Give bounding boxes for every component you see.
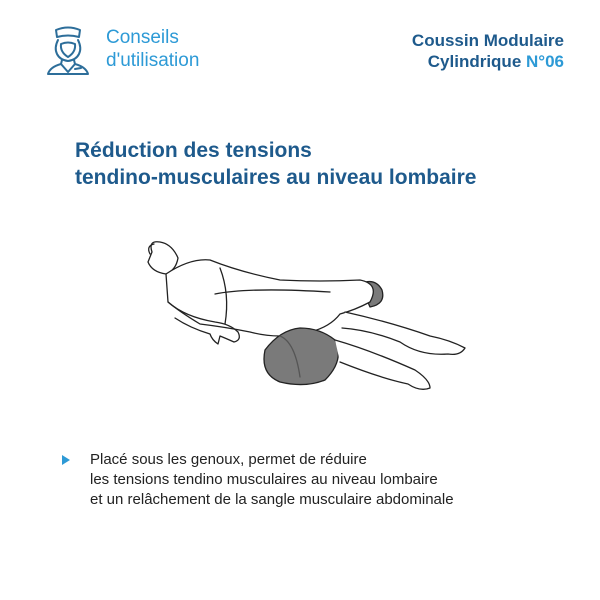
usage-description — [62, 450, 454, 510]
page-title — [75, 137, 476, 191]
product-name-line1: Coussin Modulaire — [411, 31, 564, 50]
nurse-icon — [44, 24, 92, 76]
usage-tips-line2: d'utilisation — [106, 50, 200, 71]
description-line3: et un relâchement de la sangle musculaire abdominale — [90, 491, 454, 508]
usage-tips-header — [44, 24, 199, 76]
product-name-line2: Cylindrique — [427, 52, 522, 71]
description-line1: Placé sous les genoux, permet de réduire — [90, 451, 367, 468]
description-line2: les tensions tendino musculaires au niveau lombaire — [90, 471, 438, 488]
exercise-illustration — [130, 232, 475, 397]
usage-tips-line1: Conseils — [106, 27, 179, 48]
product-name — [412, 30, 564, 72]
title-line1: Réduction des tensions — [75, 139, 312, 162]
triangle-bullet-icon — [62, 455, 70, 465]
product-number: N°06 — [526, 52, 564, 71]
title-line2: tendino-musculaires au niveau lombaire — [75, 166, 477, 189]
